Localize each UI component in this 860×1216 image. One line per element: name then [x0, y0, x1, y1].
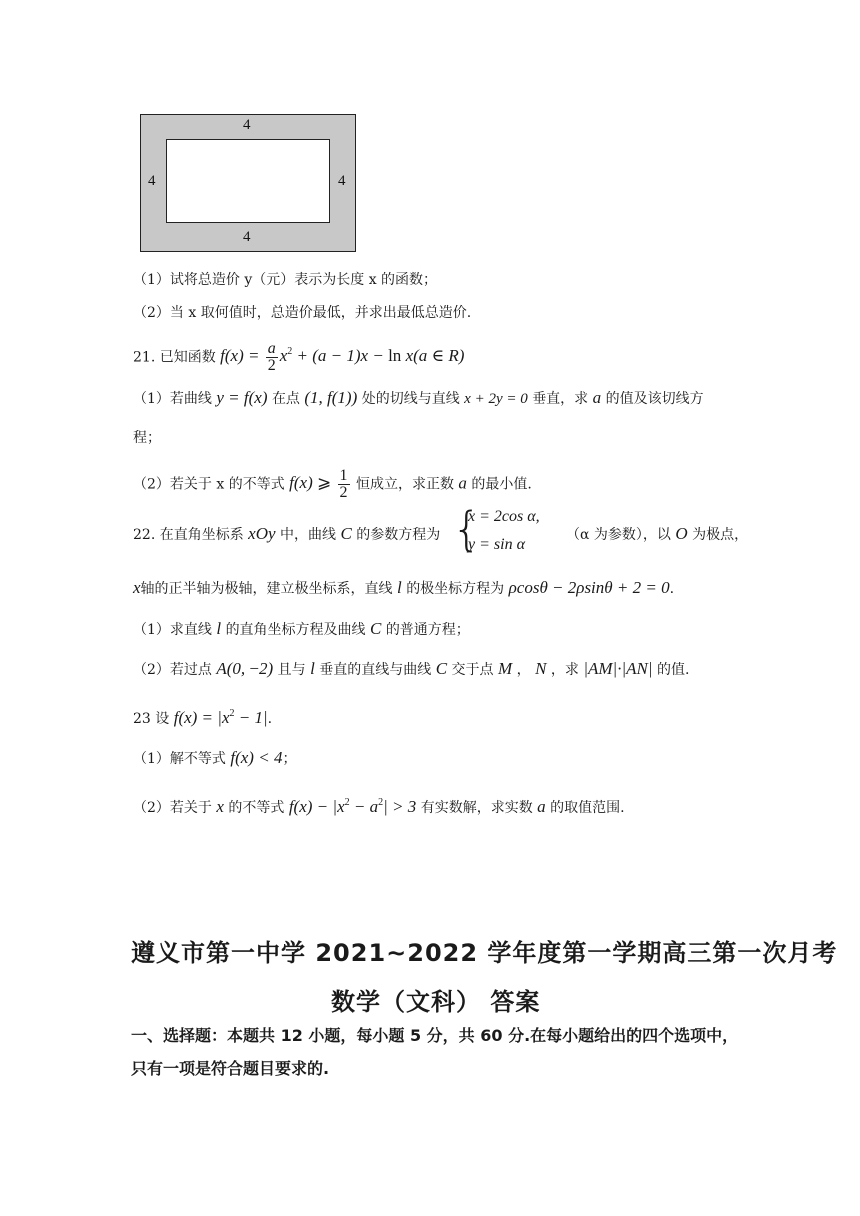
- q21-stem-text: 21. 已知函数: [133, 349, 216, 366]
- q20-part1: （1）试将总造价 y（元）表示为长度 x 的函数；: [133, 272, 438, 288]
- left-width-label: 4: [148, 173, 156, 189]
- frame-diagram: [140, 114, 356, 252]
- param-eq-1: x = 2cos α,: [468, 508, 540, 525]
- bottom-width-label: 4: [243, 229, 251, 245]
- q21-part1-cont: 程；: [133, 430, 161, 446]
- inner-rectangle: [166, 139, 330, 223]
- q22-part2: （2）若过点 A(0, −2) 且与 l 垂直的直线与曲线 C 交于点 M ， N ，求 |AM|·|AN| 的值.: [133, 659, 690, 678]
- q23-stem: 23 设 $f(x) = |x^2 - 1|$.: [133, 708, 273, 727]
- top-width-label: 4: [243, 117, 251, 133]
- q21-stem: [133, 341, 464, 374]
- q20-part2: （2）当 x 取何值时，总造价最低，并求出最低总造价.: [133, 305, 472, 321]
- q23-part2: （2）若关于 x 的不等式 $f(x) - |x^2 - a^2| > 3$ 有实数解，求实数 a 的取值范围.: [133, 797, 625, 816]
- system-brace: {: [452, 502, 482, 556]
- section-heading-2: 只有一项是符合题目要求的.: [131, 1059, 330, 1078]
- q22-line2: x轴的正半轴为极轴，建立极坐标系，直线 l 的极坐标方程为 ρcosθ − 2ρsinθ + 2 = 0.: [133, 578, 675, 597]
- polar-equation: ρcosθ − 2ρsinθ + 2 = 0: [508, 578, 670, 597]
- answers-title: 遵义市第一中学 2021~2022 学年度第一学期高三第一次月考: [131, 939, 838, 967]
- param-eq-2: y = sin α: [468, 536, 525, 553]
- q21-part1: （1）若曲线 y = f(x) 在点 (1, f(1)) 处的切线与直线 x + 2y = 0 垂直，求 a 的值及该切线方: [133, 388, 704, 407]
- q22-stem-tail: （α 为参数），以 O 为极点，: [566, 524, 749, 543]
- section-heading-1: 一、选择题：本题共 12 小题，每小题 5 分，共 60 分.在每小题给出的四个选项中，: [131, 1026, 739, 1045]
- answers-subtitle: 数学（文科） 答案: [331, 988, 541, 1016]
- q22-part1: （1）求直线 l 的直角坐标方程及曲线 C 的普通方程；: [133, 619, 470, 638]
- q23-part1: （1）解不等式 f(x) < 4；: [133, 748, 297, 767]
- q22-stem: 22. 在直角坐标系 xOy 中，曲线 C 的参数方程为: [133, 524, 441, 543]
- q21-function: f(x) = $\frac{a}{2}$ $x^2 + (a - 1)x - \ln x(a$ ∈ R): [220, 340, 465, 374]
- q21-part2: （2）若关于 x 的不等式 f(x) ⩾ $\frac{1}{2}$ 恒成立，求正数 a 的最小值.: [133, 467, 532, 501]
- right-width-label: 4: [338, 173, 346, 189]
